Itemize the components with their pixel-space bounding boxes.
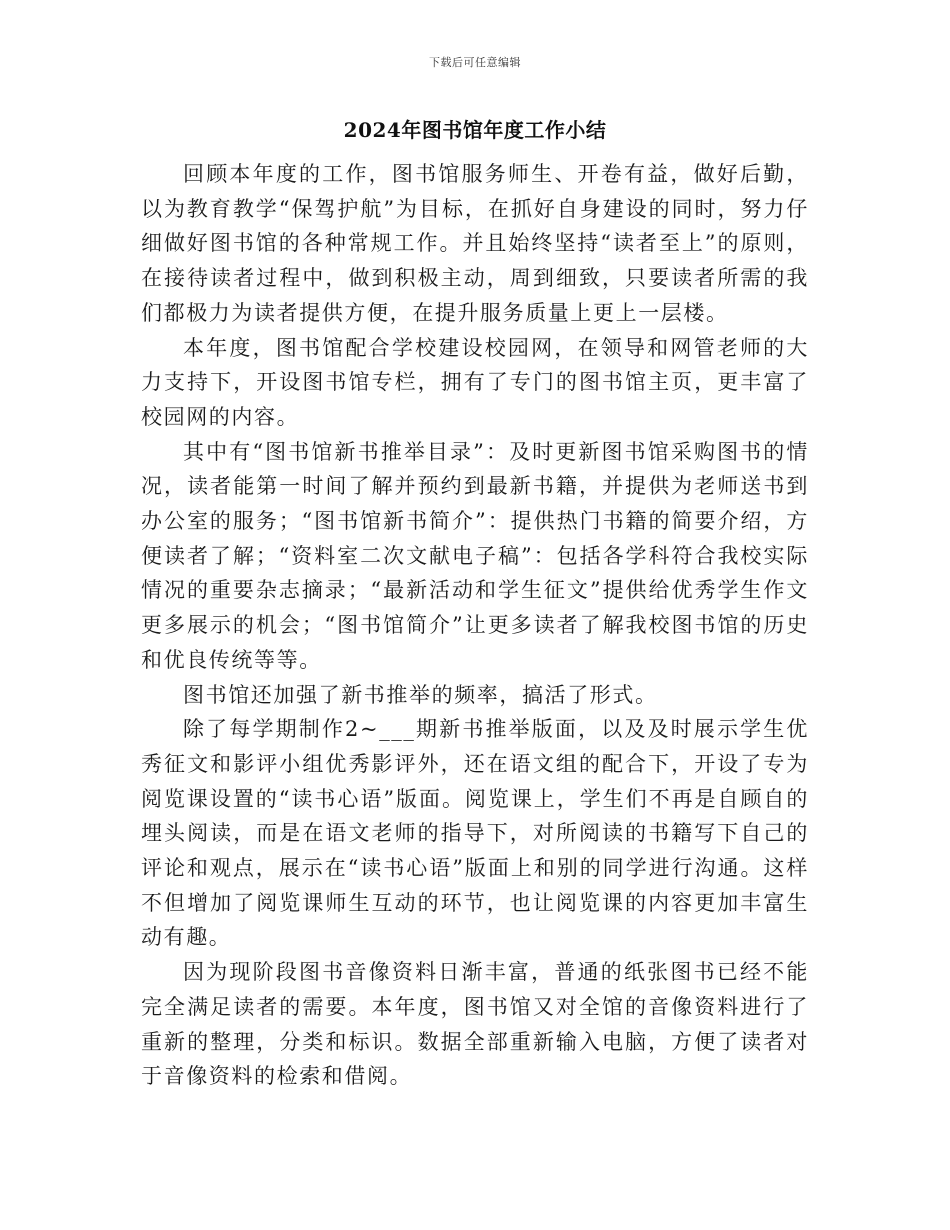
paragraph-campus-network: 本年度，图书馆配合学校建设校园网，在领导和网管老师的大力支持下，开设图书馆专栏，拥有了专门的图书馆主页，更丰富了校园网的内容。 — [141, 335, 809, 429]
header-note: 下载后可任意编辑 — [429, 56, 521, 69]
paragraph-reading-notes: 除了每学期制作2~___期新书推举版面，以及及时展示学生优秀征文和影评小组优秀影评外，还在语文组的配合下，开设了专为阅览课设置的“读书心语”版面。阅览课上，学生们不再是自顾自的埋头阅读，而是在语文老师的指导下，对所阅读的书籍写下自己的评论和观点，展示在“读书心语”版面上和别的同学进行沟通。这样不但增加了阅览课师生互动的环节，也让阅览课的内容更加丰富生动有趣。 — [141, 717, 809, 950]
document-body — [141, 157, 809, 1094]
paragraph-recommendation-frequency: 图书馆还加强了新书推举的频率，搞活了形式。 — [183, 682, 658, 707]
paragraph-audiovisual: 因为现阶段图书音像资料日渐丰富，普通的纸张图书已经不能完全满足读者的需要。本年度，图书馆又对全馆的音像资料进行了重新的整理，分类和标识。数据全部重新输入电脑，方便了读者对于音像资料的检索和借阅。 — [141, 960, 809, 1089]
document-title: 2024年图书馆年度工作小结 — [343, 118, 607, 142]
paragraph-review: 回顾本年度的工作，图书馆服务师生、开卷有益，做好后勤，以为教育教学“保驾护航”为目标，在抓好自身建设的同时，努力仔细做好图书馆的各种常规工作。并且始终坚持“读者至上”的原则，在接待读者过程中，做到积极主动，周到细致，只要读者所需的我们都极力为读者提供方便，在提升服务质量上更上一层楼。 — [141, 162, 809, 325]
paragraph-website-sections: 其中有“图书馆新书推举目录”：及时更新图书馆采购图书的情况，读者能第一时间了解并预约到最新书籍，并提供为老师送书到办公室的服务；“图书馆新书简介”：提供热门书籍的简要介绍，方便读者了解；“资料室二次文献电子稿”：包括各学科符合我校实际情况的重要杂志摘录；“最新活动和学生征文”提供给优秀学生作文更多展示的机会；“图书馆简介”让更多读者了解我校图书馆的历史和优良传统等等。 — [141, 439, 809, 672]
